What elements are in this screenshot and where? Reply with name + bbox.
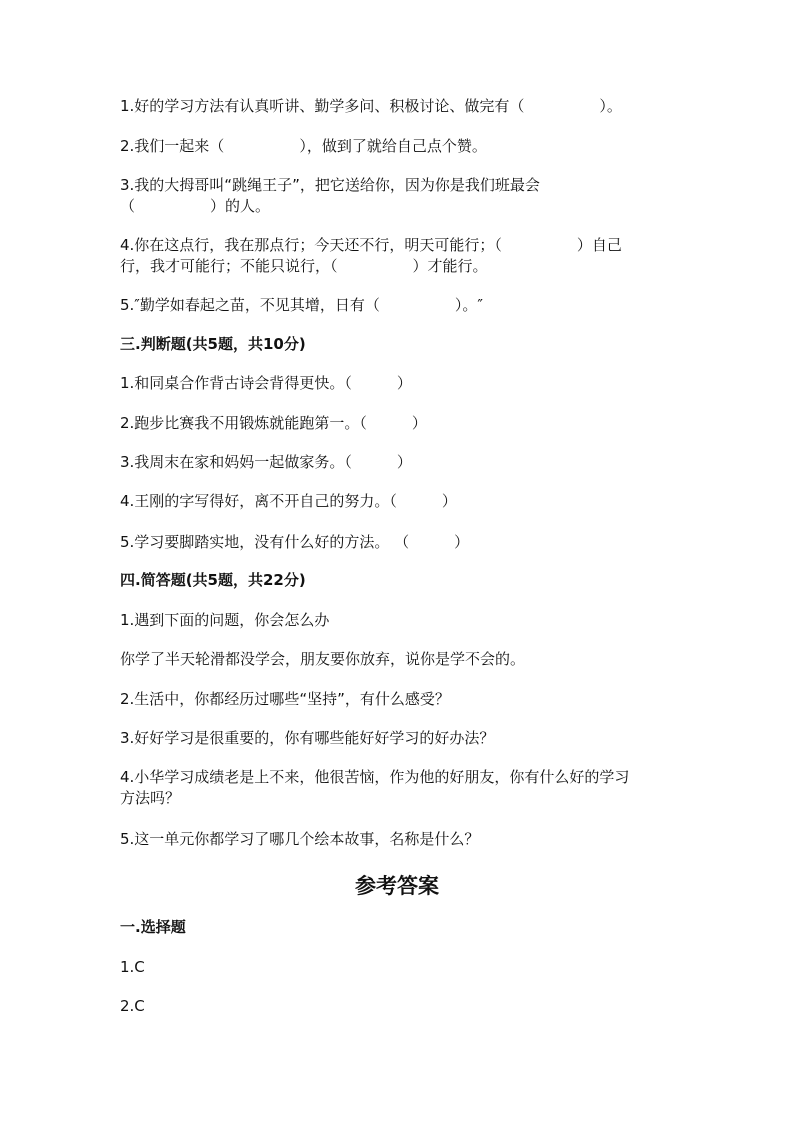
fill-in-q3-line2: （ ）的人。 [120, 197, 271, 215]
short-answer-q1-scenario: 你学了半天轮滑都没学会，朋友要你放弃，说你是学不会的。 [120, 650, 526, 668]
answers-section1-heading: 一.选择题 [120, 918, 186, 936]
short-answer-q2: 2.生活中，你都经历过哪些“坚持”，有什么感受？ [120, 690, 450, 708]
fill-in-q4-line1: 4.你在这点行，我在那点行；今天还不行，明天可能行；（ ）自己 [120, 236, 622, 254]
short-answer-q1: 1.遇到下面的问题，你会怎么办 [120, 611, 330, 629]
short-answer-q4-line1: 4.小华学习成绩老是上不来，他很苦恼，作为他的好朋友，你有什么好的学习 [120, 768, 630, 786]
answer-item-1: 1.C [120, 958, 145, 976]
judge-q2: 2.跑步比赛我不用锻炼就能跑第一。（ ） [120, 414, 427, 432]
judge-q3: 3.我周末在家和妈妈一起做家务。（ ） [120, 453, 412, 471]
fill-in-q1: 1.好的学习方法有认真听讲、勤学多问、积极讨论、做完有（ ）。 [120, 97, 622, 115]
fill-in-q5: 5.″勤学如春起之苗，不见其增，日有（ ）。″ [120, 296, 484, 314]
short-answer-q5: 5.这一单元你都学习了哪几个绘本故事，名称是什么？ [120, 830, 480, 848]
fill-in-q3-line1: 3.我的大拇哥叫“跳绳王子”，把它送给你，因为你是我们班最会 [120, 176, 540, 194]
judge-q5: 5.学习要脚踏实地，没有什么好的方法。 （ ） [120, 533, 470, 551]
section4-heading: 四.简答题(共5题，共22分) [120, 571, 306, 589]
judge-q1: 1.和同桌合作背古诗会背得更快。（ ） [120, 374, 412, 392]
answer-item-2: 2.C [120, 997, 145, 1015]
answers-title: 参考答案 [355, 873, 439, 898]
fill-in-q2: 2.我们一起来（ ），做到了就给自己点个赞。 [120, 137, 487, 155]
short-answer-q4-line2: 方法吗？ [120, 789, 181, 807]
short-answer-q3: 3.好好学习是很重要的，你有哪些能好好学习的好办法？ [120, 729, 495, 747]
judge-q4: 4.王刚的字写得好，离不开自己的努力。（ ） [120, 492, 457, 510]
fill-in-q4-line2: 行，我才可能行；不能只说行，（ ）才能行。 [120, 257, 488, 275]
section3-heading: 三.判断题(共5题，共10分) [120, 335, 306, 353]
